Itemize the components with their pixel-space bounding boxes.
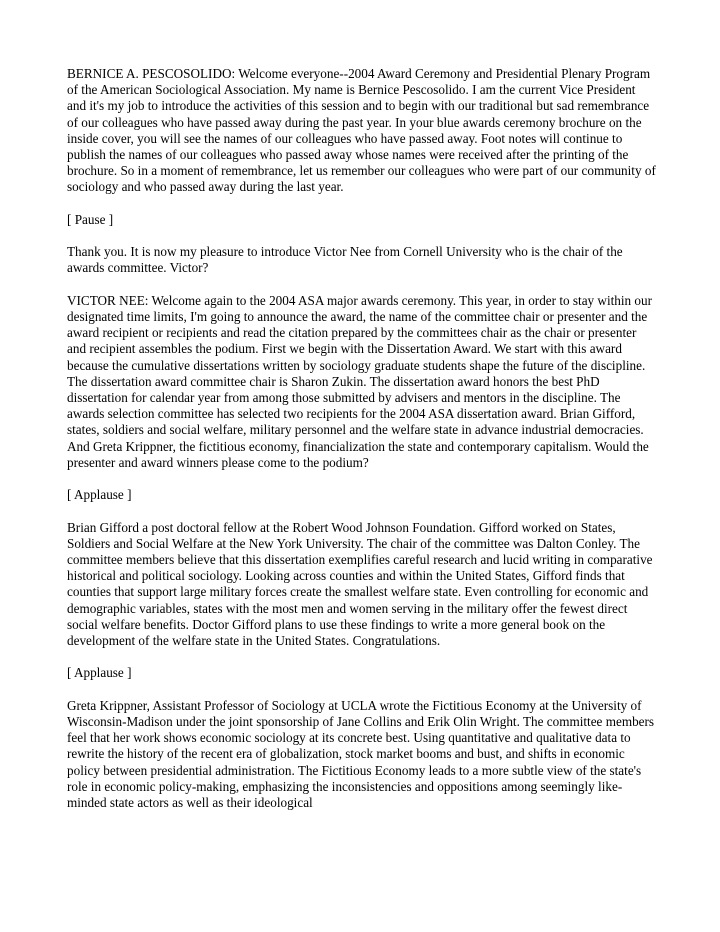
paragraph-introduce-nee: Thank you. It is now my pleasure to introduce Victor Nee from Cornell University who is the chair of the awards committee. Victor? bbox=[67, 244, 623, 276]
paragraph-pescosolido-welcome: BERNICE A. PESCOSOLIDO: Welcome everyone--2004 Award Ceremony and Presidential Plenary Program of the American Sociological Association. My name is Bernice Pescosolido. I am the current Vice President and it's my job to introduce the activities of this session and to begin with our traditional but sad remembrance of our colleagues who have passed away during the past year. In your blue awards ceremony brochure on the inside cover, you will see the names of our colleagues who have passed away. Foot notes will continue to publish the names of our colleagues who passed away whose names were received after the printing of the brochure. So in a moment of remembrance, let us remember our colleagues who were part of our community of sociology and who passed away during the last year. bbox=[67, 66, 656, 195]
paragraph-pause: [ Pause ] bbox=[67, 211, 114, 227]
paragraph-gifford-citation: Brian Gifford a post doctoral fellow at the Robert Wood Johnson Foundation. Gifford worked on States, Soldiers and Social Welfare at the New York University. The chair of the committee was Dalton Conley. The committee members believe that this dissertation exemplifies careful research and lucid writing in comparative historical and political sociology. Looking across counties and within the United States, Gifford finds that counties that support large military forces create the smallest welfare state. Even controlling for economic and demographic variables, states with the most men and women serving in the military offer the fewest direct social welfare benefits. Doctor Gifford plans to use these findings to write a more general book on the development of the welfare state in the United States. Congratulations. bbox=[67, 519, 653, 649]
paragraph-applause-1: [ Applause ] bbox=[67, 487, 132, 503]
paragraph-nee-welcome: VICTOR NEE: Welcome again to the 2004 ASA major awards ceremony. This year, in order to stay within our designated time limits, I'm going to announce the award, the name of the committee chair or presenter and the award recipient or recipients and read the citation prepared by the committees chair as the chair or presenter and recipient assembles the podium. First we begin with the Dissertation Award. We start with this award because the cumulative dissertations written by sociology graduate students shape the future of the discipline. The dissertation award committee chair is Sharon Zukin. The dissertation award honors the best PhD dissertation for calendar year from among those submitted by advisers and mentors in the discipline. The awards selection committee has selected two recipients for the 2004 ASA dissertation award. Brian Gifford, states, soldiers and social welfare, military personnel and the welfare state in advance industrial democracies. And Greta Krippner, the fictitious economy, financialization the state and contemporary capitalism. Would the presenter and award winners please come to the podium? bbox=[67, 292, 653, 470]
document-page bbox=[67, 66, 657, 827]
paragraph-applause-2: [ Applause ] bbox=[67, 665, 132, 681]
paragraph-krippner-citation: Greta Krippner, Assistant Professor of Sociology at UCLA wrote the Fictitious Economy at the University of Wisconsin-Madison under the joint sponsorship of Jane Collins and Erik Olin Wright. The committee members feel that her work shows economic sociology at its concrete best. Using quantitative and qualitative data to rewrite the history of the recent era of globalization, stock market booms and bust, and shifts in economic policy between presidential administration. The Fictitious Economy leads to a more subtle view of the state's role in economic policy-making, emphasizing the inconsistencies and oppositions among seemingly like-minded state actors as well as their ideological bbox=[67, 697, 655, 811]
